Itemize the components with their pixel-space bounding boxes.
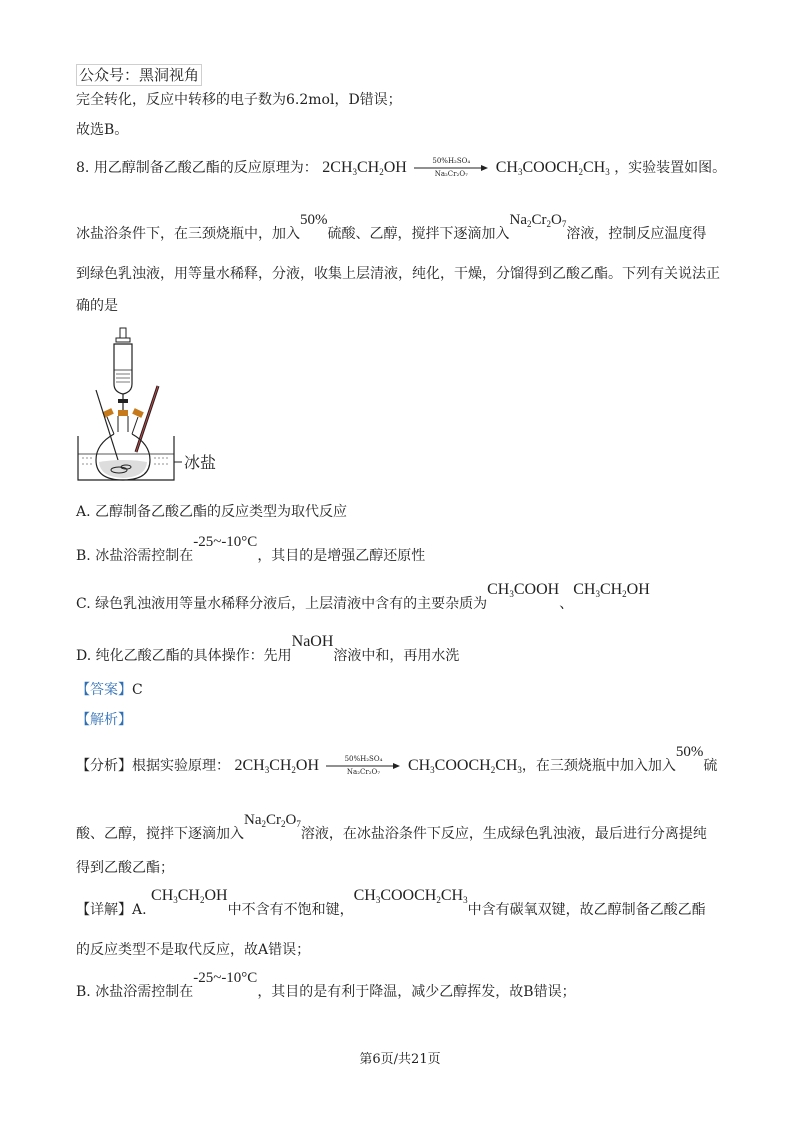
option-d-reagent: NaOH (291, 633, 334, 650)
xiangjie-line1: 【详解】A. $CH_3CH_2OH$中不含有不饱和键，$CH_3COOCH_2CH_3$中含有碳氧双键，故乙醇制备乙酸乙酯 (76, 887, 706, 918)
reaction-condition-bottom: Na₂Cr₂O₇ (434, 170, 468, 178)
fenxi-line1: 【分析】根据实验原理： $2CH_3CH_2OH$ 50%H₂SO₄ Na₂Cr₂O₇ $CH_3COOCH_2CH_3$，在三颈烧瓶中加入加入50%硫 (76, 744, 718, 776)
reagent-formula: $Na_2Cr_2O_7$ (509, 212, 567, 229)
answer-value: C (132, 682, 143, 698)
reaction-arrow (414, 158, 488, 178)
question-intro-line (76, 158, 726, 178)
equation-reactant: $2CH_3CH_2OH$ (322, 159, 407, 177)
option-d: D. 纯化乙酸乙酯的具体操作：先用NaOH溶液中和，再用水洗 (76, 633, 460, 664)
xiangjie-line3: B. 冰盐浴需控制在-25~-10°C，其目的是有利于降温，减少乙醇挥发，故B错误； (76, 970, 576, 1000)
option-b-temperature: -25~-10°C (193, 534, 258, 550)
fenxi-reaction-arrow: 50%H₂SO₄ Na₂Cr₂O₇ (326, 756, 400, 776)
fenxi-reagent: $Na_2Cr_2O_7$ (244, 812, 301, 829)
question-intro-end: ，实验装置如图。 (614, 160, 727, 176)
option-c-formula-2: $CH_3CH_2OH$ (573, 581, 650, 599)
prev-solution-line1: 完全转化，反应中转移的电子数为6.2mol，D错误； (76, 92, 402, 108)
figure-label: 冰盐 (184, 453, 217, 472)
equation-product: $CH_3COOCH_2CH_3$ (495, 159, 610, 177)
xiangjie-formula-2: $CH_3COOCH_2CH_3$ (353, 887, 468, 905)
fenxi-percent: 50% (675, 744, 704, 760)
xiangjie-line2: 的反应类型不是取代反应，故A错误； (76, 942, 311, 958)
xiangjie-temperature: -25~-10°C (193, 970, 258, 986)
fenxi-line3: 得到乙酸乙酯； (76, 860, 174, 876)
answer-line (76, 680, 143, 700)
apparatus-diagram (74, 322, 254, 482)
fenxi-product: $CH_3COOCH_2CH_3$ (407, 757, 522, 775)
fenxi-reactant: $2CH_3CH_2OH$ (234, 757, 320, 775)
fenxi-line2: 酸、乙醇，搅拌下逐滴加入$Na_2Cr_2O_7$溶液，在冰盐浴条件下反应，生成绿色乳浊液，最后进行分离提纯 (76, 812, 707, 842)
watermark: 公众号：黑洞视角 (76, 64, 202, 86)
reaction-condition-top: 50%H₂SO₄ (432, 157, 471, 165)
question-body-line2: 到绿色乳浊液，用等量水稀释，分液，收集上层清液，纯化，干燥，分馏得到乙酸乙酯。下列有关说法正 (76, 266, 720, 282)
question-intro: 用乙醇制备乙酸乙酯的反应原理为： (93, 160, 318, 176)
question-body-line1: 冰盐浴条件下，在三颈烧瓶中，加入50%硫酸、乙醇，搅拌下逐滴加入$Na_2Cr_2O_7$溶液，控制反应温度得 (76, 212, 707, 242)
option-c: C. 绿色乳浊液用等量水稀释分液后，上层清液中含有的主要杂质为$CH_3COOH$、$CH_3CH_2OH$ (76, 581, 650, 612)
answer-tag: 【答案】 (76, 682, 132, 698)
percent-value: 50% (300, 212, 328, 228)
page-footer: 第6页/共21页 (359, 1052, 441, 1067)
analysis-tag: 【解析】 (76, 712, 132, 728)
question-number: 8. (76, 160, 90, 176)
option-b: B. 冰盐浴需控制在-25~-10°C，其目的是增强乙醇还原性 (76, 534, 426, 564)
xiangjie-formula-1: $CH_3CH_2OH$ (151, 887, 228, 905)
prev-solution-line2: 故选B。 (76, 122, 129, 138)
option-c-formula-1: $CH_3COOH$ (487, 581, 560, 599)
option-a: A. 乙醇制备乙酸乙酯的反应类型为取代反应 (76, 504, 348, 520)
question-body-line3: 确的是 (76, 298, 118, 314)
